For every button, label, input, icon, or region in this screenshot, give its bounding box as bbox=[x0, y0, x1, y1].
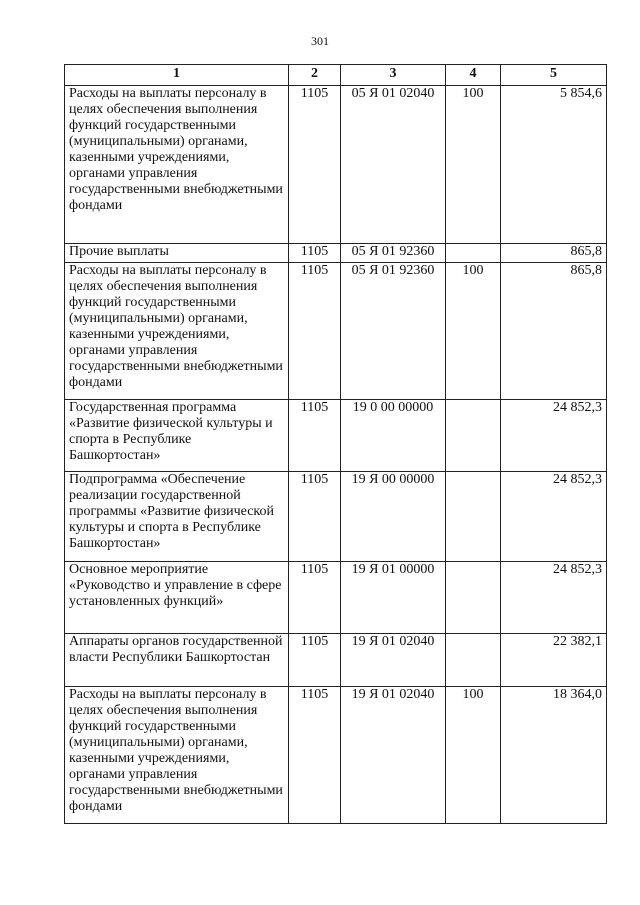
row-name: Расходы на выплаты персоналу в целях обеспечения выполнения функций государственными (муниципальными) органами, казенными учреждениями, органами управления государственными внебюджетными фондами bbox=[65, 263, 289, 400]
row-section-code: 1105 bbox=[289, 263, 341, 400]
row-target-code: 05 Я 01 02040 bbox=[341, 86, 446, 244]
row-amount: 5 854,6 bbox=[501, 86, 607, 244]
header-col-5: 5 bbox=[501, 65, 607, 86]
header-col-1: 1 bbox=[65, 65, 289, 86]
row-section-code: 1105 bbox=[289, 86, 341, 244]
table-row bbox=[65, 86, 607, 244]
row-expense-kind: 100 bbox=[446, 86, 501, 244]
row-target-code: 19 Я 01 00000 bbox=[341, 562, 446, 634]
row-expense-kind bbox=[446, 244, 501, 263]
row-amount: 18 364,0 bbox=[501, 687, 607, 824]
row-target-code: 19 0 00 00000 bbox=[341, 400, 446, 472]
row-expense-kind bbox=[446, 634, 501, 687]
table-row bbox=[65, 562, 607, 634]
row-target-code: 19 Я 01 02040 bbox=[341, 634, 446, 687]
row-amount: 24 852,3 bbox=[501, 562, 607, 634]
row-target-code: 19 Я 00 00000 bbox=[341, 472, 446, 562]
row-section-code: 1105 bbox=[289, 562, 341, 634]
row-section-code: 1105 bbox=[289, 687, 341, 824]
header-col-3: 3 bbox=[341, 65, 446, 86]
row-name: Расходы на выплаты персоналу в целях обеспечения выполнения функций государственными (муниципальными) органами, казенными учреждениями, органами управления государственными внебюджетными фондами bbox=[65, 86, 289, 244]
row-expense-kind: 100 bbox=[446, 263, 501, 400]
row-name: Аппараты органов государственной власти Республики Башкортостан bbox=[65, 634, 289, 687]
row-amount: 24 852,3 bbox=[501, 472, 607, 562]
row-target-code: 05 Я 01 92360 bbox=[341, 263, 446, 400]
row-target-code: 19 Я 01 02040 bbox=[341, 687, 446, 824]
table-row bbox=[65, 472, 607, 562]
budget-table bbox=[64, 64, 607, 824]
row-expense-kind bbox=[446, 472, 501, 562]
table-row bbox=[65, 244, 607, 263]
row-section-code: 1105 bbox=[289, 472, 341, 562]
row-expense-kind bbox=[446, 400, 501, 472]
row-amount: 24 852,3 bbox=[501, 400, 607, 472]
table-row bbox=[65, 634, 607, 687]
row-name: Государственная программа «Развитие физической культуры и спорта в Республике Башкортостан» bbox=[65, 400, 289, 472]
page-number: 301 bbox=[311, 34, 329, 48]
row-amount: 865,8 bbox=[501, 263, 607, 400]
table-header-row bbox=[65, 65, 607, 86]
table-row bbox=[65, 400, 607, 472]
table-row bbox=[65, 263, 607, 400]
header-col-4: 4 bbox=[446, 65, 501, 86]
row-section-code: 1105 bbox=[289, 244, 341, 263]
row-target-code: 05 Я 01 92360 bbox=[341, 244, 446, 263]
row-expense-kind: 100 bbox=[446, 687, 501, 824]
header-col-2: 2 bbox=[289, 65, 341, 86]
row-amount: 865,8 bbox=[501, 244, 607, 263]
row-section-code: 1105 bbox=[289, 400, 341, 472]
row-expense-kind bbox=[446, 562, 501, 634]
row-name: Подпрограмма «Обеспечение реализации государственной программы «Развитие физической культуры и спорта в Республике Башкортостан» bbox=[65, 472, 289, 562]
row-name: Прочие выплаты bbox=[65, 244, 289, 263]
row-amount: 22 382,1 bbox=[501, 634, 607, 687]
row-section-code: 1105 bbox=[289, 634, 341, 687]
table-row bbox=[65, 687, 607, 824]
row-name: Расходы на выплаты персоналу в целях обеспечения выполнения функций государственными (муниципальными) органами, казенными учреждениями, органами управления государственными внебюджетными фондами bbox=[65, 687, 289, 824]
row-name: Основное мероприятие «Руководство и управление в сфере установленных функций» bbox=[65, 562, 289, 634]
